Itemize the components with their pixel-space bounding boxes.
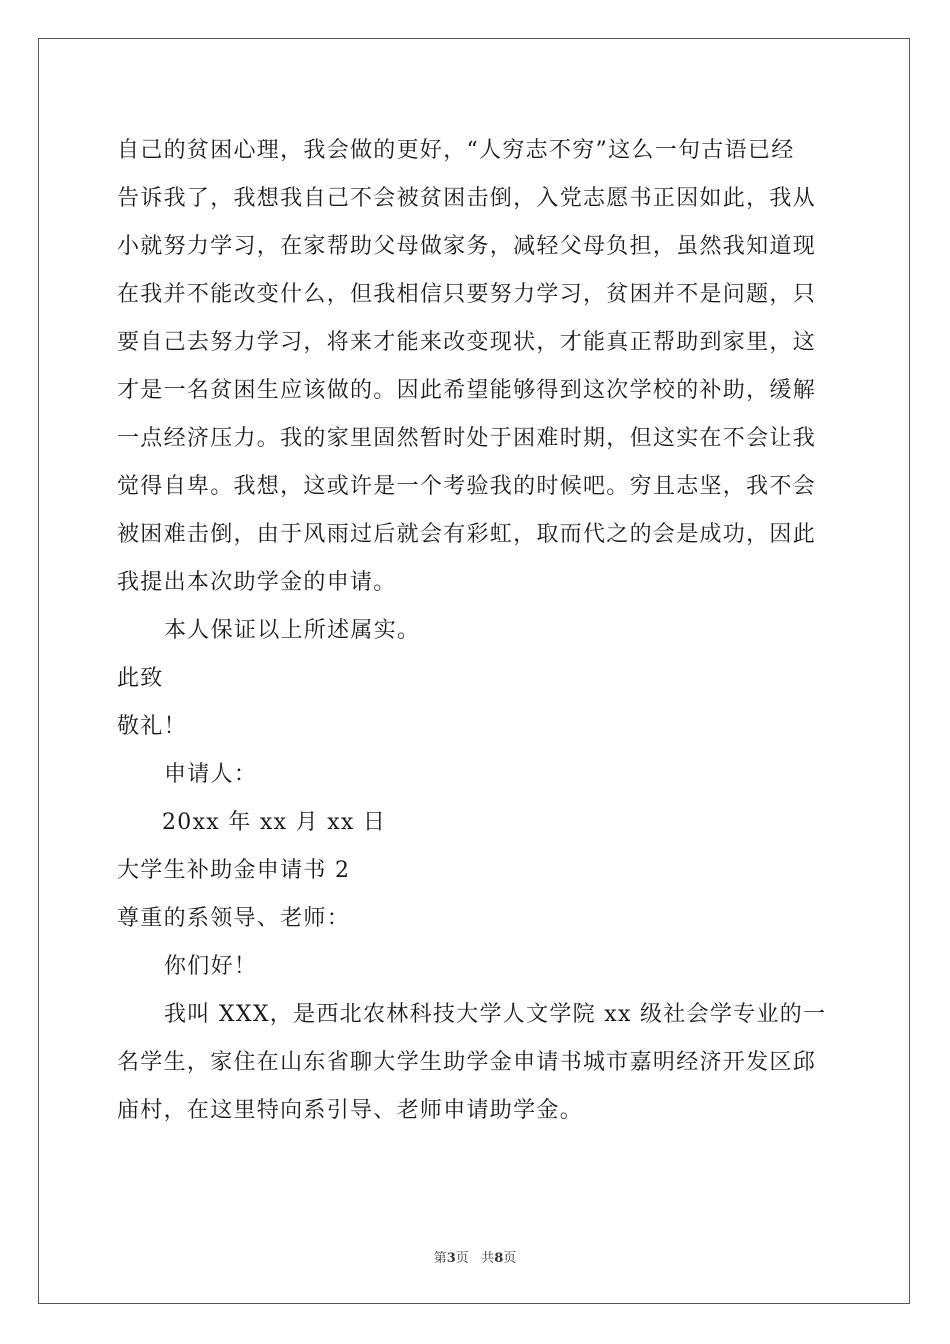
paragraph-line: 庙村，在这里特向系引导、老师申请助学金。 <box>117 1098 584 1123</box>
paragraph-line: 告诉我了，我想我自己不会被贫困击倒，入党志愿书正因如此，我从 <box>117 186 817 211</box>
paragraph-line: 觉得自卑。我想，这或许是一个考验我的时候吧。穷且志坚，我不会 <box>117 474 817 499</box>
section-title: 大学生补助金申请书 2 <box>117 858 351 883</box>
paragraph-line: 我提出本次助学金的申请。 <box>117 570 397 595</box>
total-page-number: 8 <box>494 1251 504 1266</box>
closing-salutation: 此致 <box>117 666 164 691</box>
paragraph-line: 要自己去努力学习，将来才能来改变现状，才能真正帮助到家里，这 <box>117 330 817 355</box>
statement-line: 本人保证以上所述属实。 <box>164 618 421 643</box>
paragraph-line: 在我并不能改变什么，但我相信只要努力学习，贫困并不是问题，只 <box>117 282 817 307</box>
closing-regards: 敬礼！ <box>117 714 187 739</box>
paragraph-line: 我叫 XXX，是西北农林科技大学人文学院 xx 级社会学专业的一 <box>164 1002 827 1027</box>
greeting-line: 你们好！ <box>164 954 258 979</box>
page-prefix: 第 <box>433 1251 447 1266</box>
page-middle: 页 共 <box>455 1251 495 1266</box>
current-page-number: 3 <box>446 1251 456 1266</box>
paragraph-line: 才是一名贫困生应该做的。因此希望能够得到这次学校的补助，缓解 <box>117 378 817 403</box>
paragraph-line: 一点经济压力。我的家里固然暂时处于困难时期，但这实在不会让我 <box>117 426 817 451</box>
paragraph-line: 名学生，家住在山东省聊大学生助学金申请书城市嘉明经济开发区邱 <box>117 1050 817 1075</box>
page-suffix: 页 <box>503 1251 517 1266</box>
paragraph-line: 小就努力学习，在家帮助父母做家务，减轻父母负担，虽然我知道现 <box>117 234 817 259</box>
page-footer <box>0 1247 950 1266</box>
date-line: 20xx 年 xx 月 xx 日 <box>162 810 387 835</box>
paragraph-line: 自己的贫困心理，我会做的更好，“人穷志不穷”这么一句古语已经 <box>117 138 795 163</box>
greeting-recipient: 尊重的系领导、老师： <box>117 906 351 931</box>
paragraph-line: 被困难击倒，由于风雨过后就会有彩虹，取而代之的会是成功，因此 <box>117 522 817 547</box>
applicant-label: 申请人： <box>164 762 258 787</box>
